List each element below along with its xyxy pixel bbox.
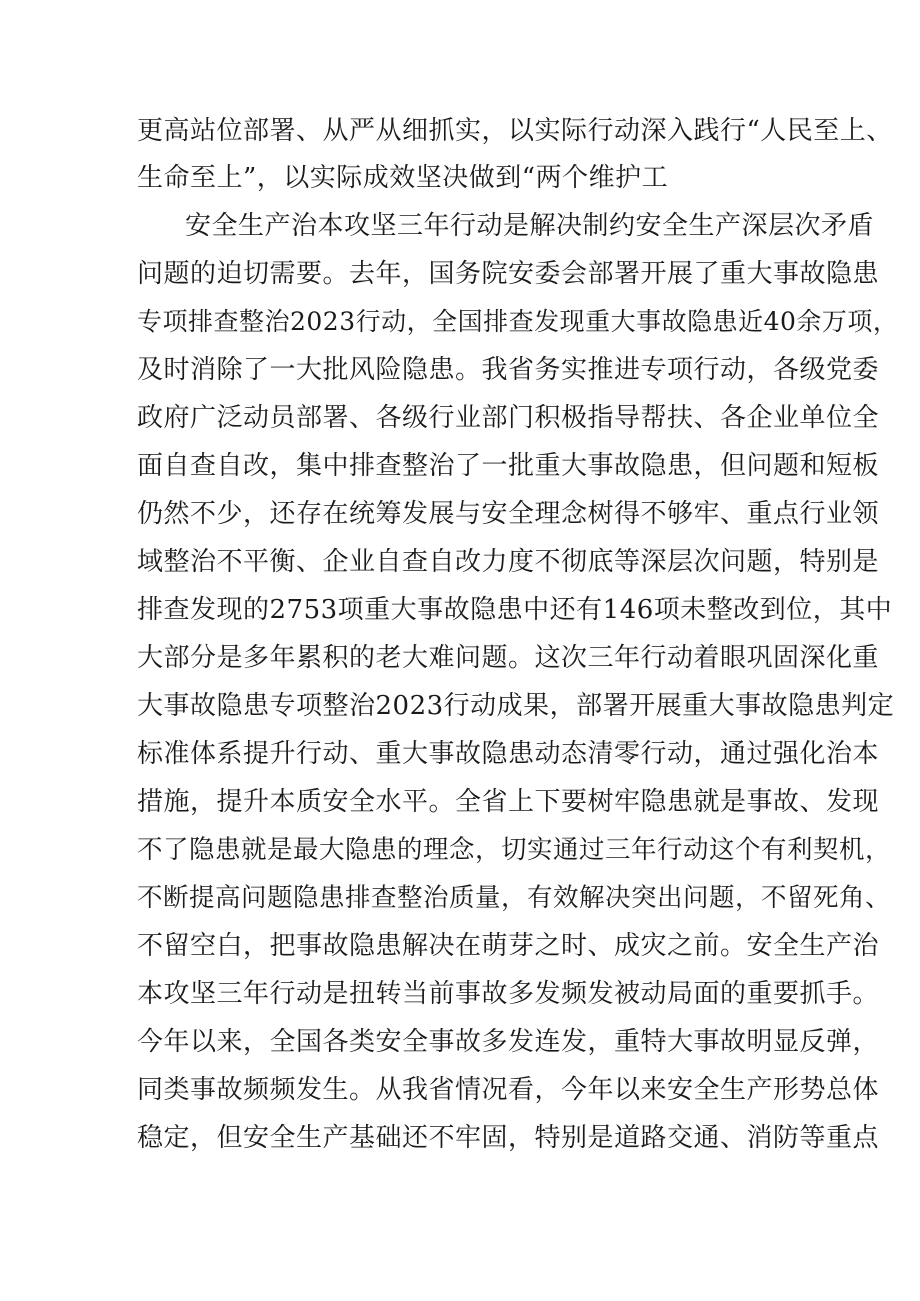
text-line: 今年以来，全国各类安全事故多发连发，重特大事故明显反弹， [137, 1027, 880, 1057]
text-line: 措施，提升本质安全水平。全省上下要树牢隐患就是事故、发现 [137, 787, 880, 817]
text-line: 政府广泛动员部署、各级行业部门积极指导帮扶、各企业单位全 [137, 403, 880, 433]
text-line: 同类事故频频发生。从我省情况看，今年以来安全生产形势总体 [137, 1075, 880, 1105]
text-line: 大部分是多年累积的老大难问题。这次三年行动着眼巩固深化重 [137, 643, 880, 673]
text-line: 标准体系提升行动、重大事故隐患动态清零行动，通过强化治本 [137, 739, 880, 769]
text-line: 本攻坚三年行动是扭转当前事故多发频发被动局面的重要抓手。 [137, 979, 880, 1009]
text-line: 不留空白，把事故隐患解决在萌芽之时、成灾之前。安全生产治 [137, 931, 880, 961]
text-line: 生命至上”，以实际成效坚决做到“两个维护工 [137, 163, 669, 193]
text-line: 不了隐患就是最大隐患的理念，切实通过三年行动这个有利契机， [137, 835, 892, 865]
text-line: 及时消除了一大批风险隐患。我省务实推进专项行动，各级党委 [137, 355, 880, 385]
text-line: 排查发现的2753项重大事故隐患中还有146项未整改到位，其中 [137, 595, 893, 625]
text-line: 域整治不平衡、企业自查自改力度不彻底等深层次问题，特别是 [137, 547, 880, 577]
text-line: 仍然不少，还存在统筹发展与安全理念树得不够牢、重点行业领 [137, 499, 880, 529]
text-line: 不断提高问题隐患排查整治质量，有效解决突出问题，不留死角、 [137, 883, 892, 913]
text-line: 更高站位部署、从严从细抓实，以实际行动深入践行“人民至上、 [137, 116, 893, 146]
text-line: 问题的迫切需要。去年，国务院安委会部署开展了重大事故隐患 [137, 259, 880, 289]
text-line: 面自查自改，集中排查整治了一批重大事故隐患，但问题和短板 [137, 451, 880, 481]
text-line: 稳定，但安全生产基础还不牢固，特别是道路交通、消防等重点 [137, 1123, 880, 1153]
paragraph-first-line: 安全生产治本攻坚三年行动是解决制约安全生产深层次矛盾 [185, 211, 875, 241]
text-line: 专项排查整治2023行动，全国排查发现重大事故隐患近40余万项， [137, 307, 899, 336]
text-line: 大事故隐患专项整治2023行动成果，部署开展重大事故隐患判定 [137, 691, 895, 721]
